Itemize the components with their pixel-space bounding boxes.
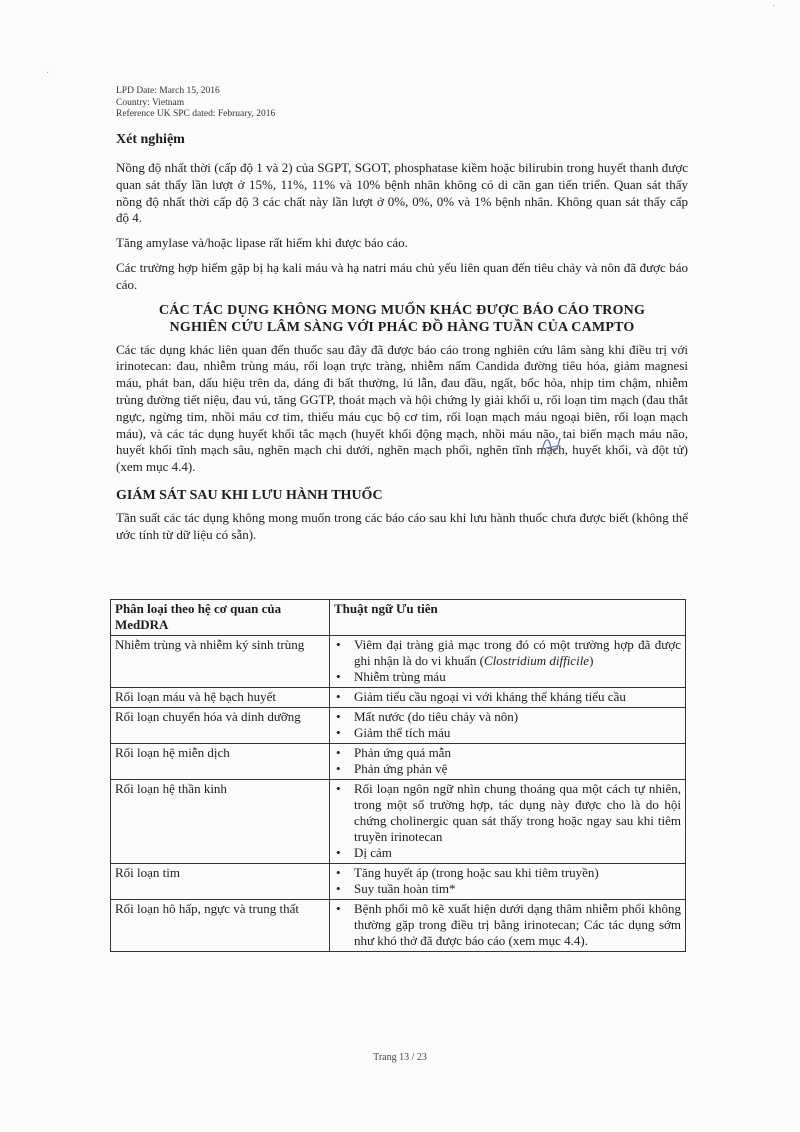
table-body (111, 636, 686, 952)
document-metadata (116, 86, 275, 121)
system-organ-class-cell: Rối loạn hệ thần kinh (111, 780, 330, 864)
preferred-terms-cell (330, 780, 686, 864)
preferred-terms-list (334, 781, 681, 861)
system-organ-class-cell: Nhiễm trùng và nhiễm ký sinh trùng (111, 636, 330, 688)
lab-paragraph-3: Các trường hợp hiếm gặp bị hạ kali máu và hạ natri máu chủ yếu liên quan đến tiêu chảy và nôn đã được báo cáo. (116, 259, 688, 292)
preferred-terms-cell (330, 688, 686, 708)
list-item: • Rối loạn ngôn ngữ nhìn chung thoáng qua một cách tự nhiên, trong một số trường hợp, tác dụng này được cho là do hội chứng cholinergic quan sát thấy trong hoặc ngay sau khi tiêm truyền irinotecan (334, 781, 681, 845)
list-item: • Phản ứng phản vệ (334, 761, 681, 777)
preferred-terms-list (334, 637, 681, 685)
list-item: • Tăng huyết áp (trong hoặc sau khi tiêm truyền) (334, 865, 681, 881)
list-item: • Viêm đại tràng giả mạc trong đó có một trường hợp đã được ghi nhận là do vi khuẩn (Clostridium difficile) (334, 637, 681, 669)
system-organ-class-cell: Rối loạn máu và hệ bạch huyết (111, 688, 330, 708)
other-effects-paragraph: Các tác dụng khác liên quan đến thuốc sau đây đã được báo cáo trong nghiên cứu lâm sàng khi điều trị với irinotecan: đau, nhiễm trùng máu, rối loạn trực tràng, nhiễm nấm Candida đường tiêu hóa, giảm magnesi máu, phát ban, dấu hiệu trên da, dáng đi bất thường, lú lẫn, đau đầu, ngất, bốc hỏa, nhịp tim chậm, nhiễm trùng đường tiết niệu, đau vú, tăng GGTP, thoát mạch và hội chứng ly giải khối u, rối loạn tim mạch (đau thắt ngực, ngừng tim, nhồi máu cơ tim, thiếu máu cục bộ cơ tim, rối loạn mạch máu ngoại biên, rối loạn mạch máu), và các tác dụng huyết khối tắc mạch (huyết khối động mạch, nhồi máu não, tai biến mạch máu não, huyết khối tĩnh mạch sâu, nghẽn mạch chi dưới, nghẽn mạch phổi, nghẽn tĩnh mạch, huyết khối, và đột tử) (xem mục 4.4). (116, 341, 688, 475)
list-item: • Suy tuần hoàn tim* (334, 881, 681, 897)
lpd-date: LPD Date: March 15, 2016 (116, 86, 220, 96)
bacterium-name: Clostridium difficile (483, 653, 590, 668)
lab-heading: Xét nghiệm (116, 132, 185, 147)
other-effects-heading-line-2: NGHIÊN CỨU LÂM SÀNG VỚI PHÁC ĐỒ HÀNG TUẦN CỦA CAMPTO (169, 319, 635, 335)
table-row (111, 708, 686, 744)
postmarketing-paragraph: Tần suất các tác dụng không mong muốn trong các báo cáo sau khi lưu hành thuốc chưa được biết (không thể ước tính từ dữ liệu có sẵn). (116, 509, 688, 542)
preferred-terms-cell (330, 900, 686, 952)
postmarketing-heading: GIÁM SÁT SAU KHI LƯU HÀNH THUỐC (116, 487, 383, 503)
preferred-terms-list (334, 745, 681, 777)
system-organ-class-cell: Rối loạn chuyển hóa và dinh dưỡng (111, 708, 330, 744)
list-item: • Mất nước (do tiêu chảy và nôn) (334, 709, 681, 725)
list-item: • Giảm tiểu cầu ngoại vi với kháng thể kháng tiểu cầu (334, 689, 681, 705)
scan-mark: ˙ (772, 4, 776, 15)
system-organ-class-cell: Rối loạn tim (111, 864, 330, 900)
preferred-terms-cell (330, 636, 686, 688)
table-row (111, 900, 686, 952)
other-effects-heading (116, 302, 688, 336)
table-row (111, 636, 686, 688)
scan-mark: · (46, 68, 50, 79)
list-item: • Dị cảm (334, 845, 681, 861)
country: Country: Vietnam (116, 97, 185, 108)
other-effects-heading-line-1: CÁC TÁC DỤNG KHÔNG MONG MUỐN KHÁC ĐƯỢC BÁO CÁO TRONG (158, 302, 646, 318)
list-item: • Phản ứng quá mẫn (334, 745, 681, 761)
table-row (111, 864, 686, 900)
list-item: • Nhiễm trùng máu (334, 669, 681, 685)
adverse-effects-table (110, 599, 686, 952)
page-number: Trang 13 / 23 (373, 1052, 427, 1063)
lab-paragraph-2: Tăng amylase và/hoặc lipase rất hiếm khi được báo cáo. (116, 235, 408, 251)
table-row (111, 744, 686, 780)
list-item: • Giảm thể tích máu (334, 725, 681, 741)
table-row (111, 688, 686, 708)
system-organ-class-cell: Rối loạn hệ miễn dịch (111, 744, 330, 780)
preferred-terms-list (334, 709, 681, 741)
table-row (111, 780, 686, 864)
system-organ-class-cell: Rối loạn hô hấp, ngực và trung thất (111, 900, 330, 952)
preferred-terms-cell (330, 864, 686, 900)
main-content (116, 132, 688, 552)
column-header-preferred-term: Thuật ngữ Ưu tiên (330, 600, 686, 636)
preferred-terms-cell (330, 708, 686, 744)
preferred-terms-list (334, 865, 681, 897)
preferred-terms-list (334, 901, 681, 949)
column-header-system-organ-class: Phân loại theo hệ cơ quan của MedDRA (111, 600, 330, 636)
table-header-row (111, 600, 686, 636)
list-item: • Bệnh phổi mô kẽ xuất hiện dưới dạng thâm nhiễm phổi không thường gặp trong điều trị bằng irinotecan; Các tác dụng sớm như khó thở đã được báo cáo (xem mục 4.4). (334, 901, 681, 949)
preferred-terms-cell (330, 744, 686, 780)
lab-paragraph-1: Nồng độ nhất thời (cấp độ 1 và 2) của SGPT, SGOT, phosphatase kiềm hoặc bilirubin trong huyết thanh được quan sát thấy lần lượt ở 15%, 11%, 11% và 10% bệnh nhân không có di căn gan tiến triển. Quan sát thấy nồng độ nhất thời cấp độ 3 các chất này lần lượt ở 0%, 0%, 0% và 1% bệnh nhân. Không quan sát thấy cấp độ 4. (116, 160, 688, 226)
handwritten-initials-mark (536, 430, 566, 460)
reference-spc: Reference UK SPC dated: February, 2016 (116, 109, 276, 119)
preferred-terms-list (334, 689, 681, 705)
